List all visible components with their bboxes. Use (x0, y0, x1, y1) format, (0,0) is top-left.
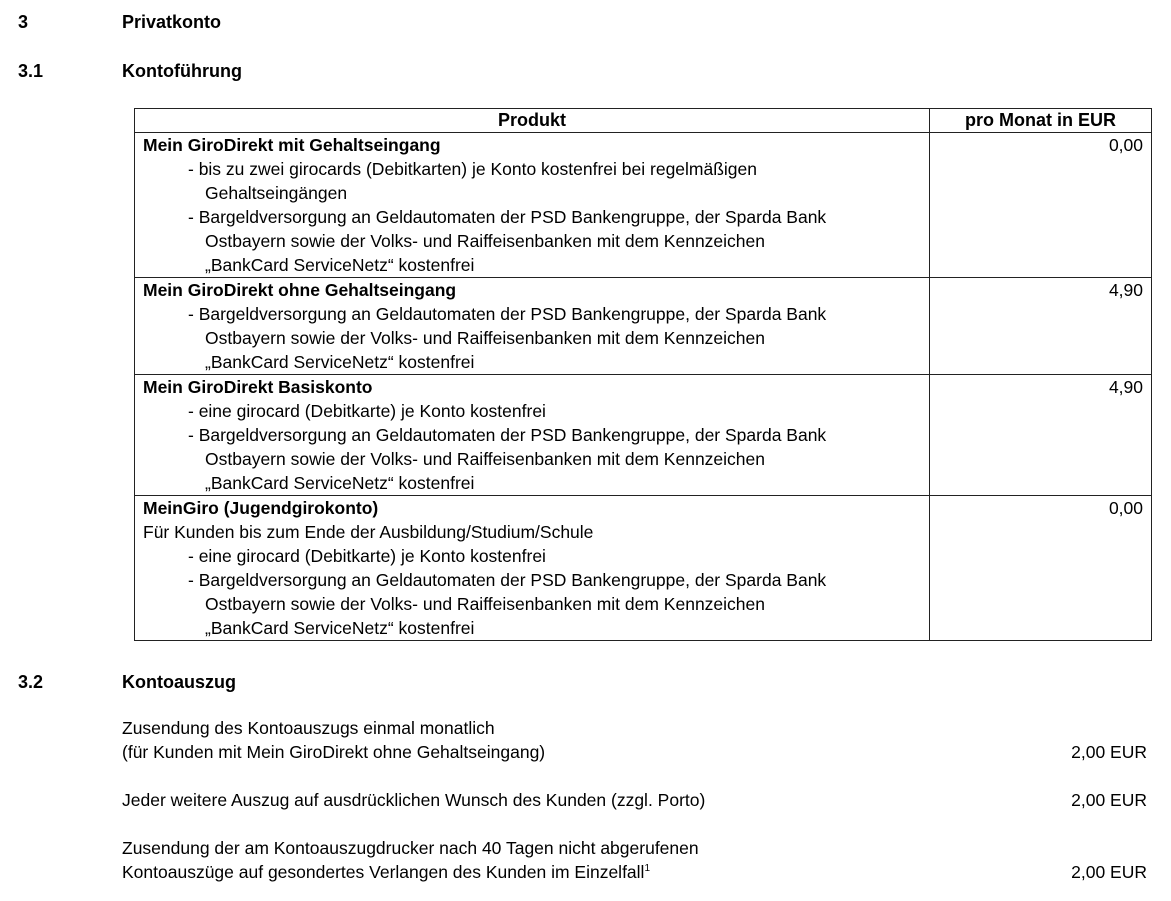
table-row (135, 278, 1152, 375)
product-name: Mein GiroDirekt mit Gehaltseingang (143, 135, 441, 155)
product-cell (135, 496, 930, 641)
section-title: Kontoauszug (122, 672, 236, 692)
statement-fee-item (122, 836, 1147, 884)
fee-description-line (122, 860, 1147, 884)
product-detail-line: - Bargeldversorgung an Geldautomaten der PSD Bankengruppe, der Sparda Bank (188, 207, 827, 227)
fee-description-line: Zusendung der am Kontoauszugdrucker nach 40 Tagen nicht abgerufenen (122, 838, 699, 858)
product-detail-line: Für Kunden bis zum Ende der Ausbildung/Studium/Schule (143, 522, 594, 542)
section-title: Kontoführung (122, 61, 242, 81)
product-cell (135, 133, 930, 278)
product-cell (135, 375, 930, 496)
product-detail-line: „BankCard ServiceNetz“ kostenfrei (205, 352, 475, 372)
column-header-product: Produkt (135, 109, 930, 133)
table-row (135, 496, 1152, 641)
section-number: 3.1 (18, 61, 44, 81)
product-name: Mein GiroDirekt ohne Gehaltseingang (143, 280, 457, 300)
fee-description-line: Zusendung des Kontoauszugs einmal monatlich (122, 718, 495, 738)
product-detail-line: - Bargeldversorgung an Geldautomaten der PSD Bankengruppe, der Sparda Bank (188, 425, 827, 445)
fee-description-text: Kontoauszüge auf gesondertes Verlangen des Kunden im Einzelfall (122, 862, 645, 882)
product-detail-line: Gehaltseingängen (205, 183, 348, 203)
product-detail-line: Ostbayern sowie der Volks- und Raiffeisenbanken mit dem Kennzeichen (205, 231, 765, 251)
price-cell: 4,90 (930, 278, 1152, 375)
table-row (135, 375, 1152, 496)
product-detail-line: „BankCard ServiceNetz“ kostenfrei (205, 473, 475, 493)
fee-amount: 2,00 EUR (1071, 790, 1147, 810)
column-header-price: pro Monat in EUR (930, 109, 1152, 133)
product-detail-line: Ostbayern sowie der Volks- und Raiffeisenbanken mit dem Kennzeichen (205, 594, 765, 614)
fee-description-line: Jeder weitere Auszug auf ausdrücklichen Wunsch des Kunden (zzgl. Porto) (122, 790, 706, 810)
product-name: MeinGiro (Jugendgirokonto) (143, 498, 379, 518)
product-detail-line: „BankCard ServiceNetz“ kostenfrei (205, 618, 475, 638)
table-row (135, 133, 1152, 278)
fee-amount: 2,00 EUR (1071, 742, 1147, 762)
product-detail-line: - Bargeldversorgung an Geldautomaten der PSD Bankengruppe, der Sparda Bank (188, 570, 827, 590)
product-detail-line: - Bargeldversorgung an Geldautomaten der PSD Bankengruppe, der Sparda Bank (188, 304, 827, 324)
account-pricing-table (134, 108, 1152, 641)
section-number: 3.2 (18, 672, 44, 692)
product-detail-line: Ostbayern sowie der Volks- und Raiffeisenbanken mit dem Kennzeichen (205, 328, 765, 348)
section-number: 3 (18, 12, 29, 32)
statement-fee-item (122, 716, 1147, 764)
fee-amount: 2,00 EUR (1071, 862, 1147, 882)
product-detail-line: Ostbayern sowie der Volks- und Raiffeisenbanken mit dem Kennzeichen (205, 449, 765, 469)
product-detail-line: „BankCard ServiceNetz“ kostenfrei (205, 255, 475, 275)
product-detail-line: - eine girocard (Debitkarte) je Konto kostenfrei (188, 546, 546, 566)
price-cell: 0,00 (930, 496, 1152, 641)
product-cell (135, 278, 930, 375)
footnote-marker: 1 (644, 863, 651, 874)
product-detail-line: - bis zu zwei girocards (Debitkarten) je Konto kostenfrei bei regelmäßigen (188, 159, 758, 179)
table-header-row (135, 109, 1152, 133)
product-detail-line: - eine girocard (Debitkarte) je Konto kostenfrei (188, 401, 546, 421)
section-title: Privatkonto (122, 12, 222, 32)
product-name: Mein GiroDirekt Basiskonto (143, 377, 373, 397)
fee-description-line: (für Kunden mit Mein GiroDirekt ohne Gehaltseingang) (122, 742, 546, 762)
statement-fee-item (122, 788, 1147, 812)
price-cell: 0,00 (930, 133, 1152, 278)
price-cell: 4,90 (930, 375, 1152, 496)
